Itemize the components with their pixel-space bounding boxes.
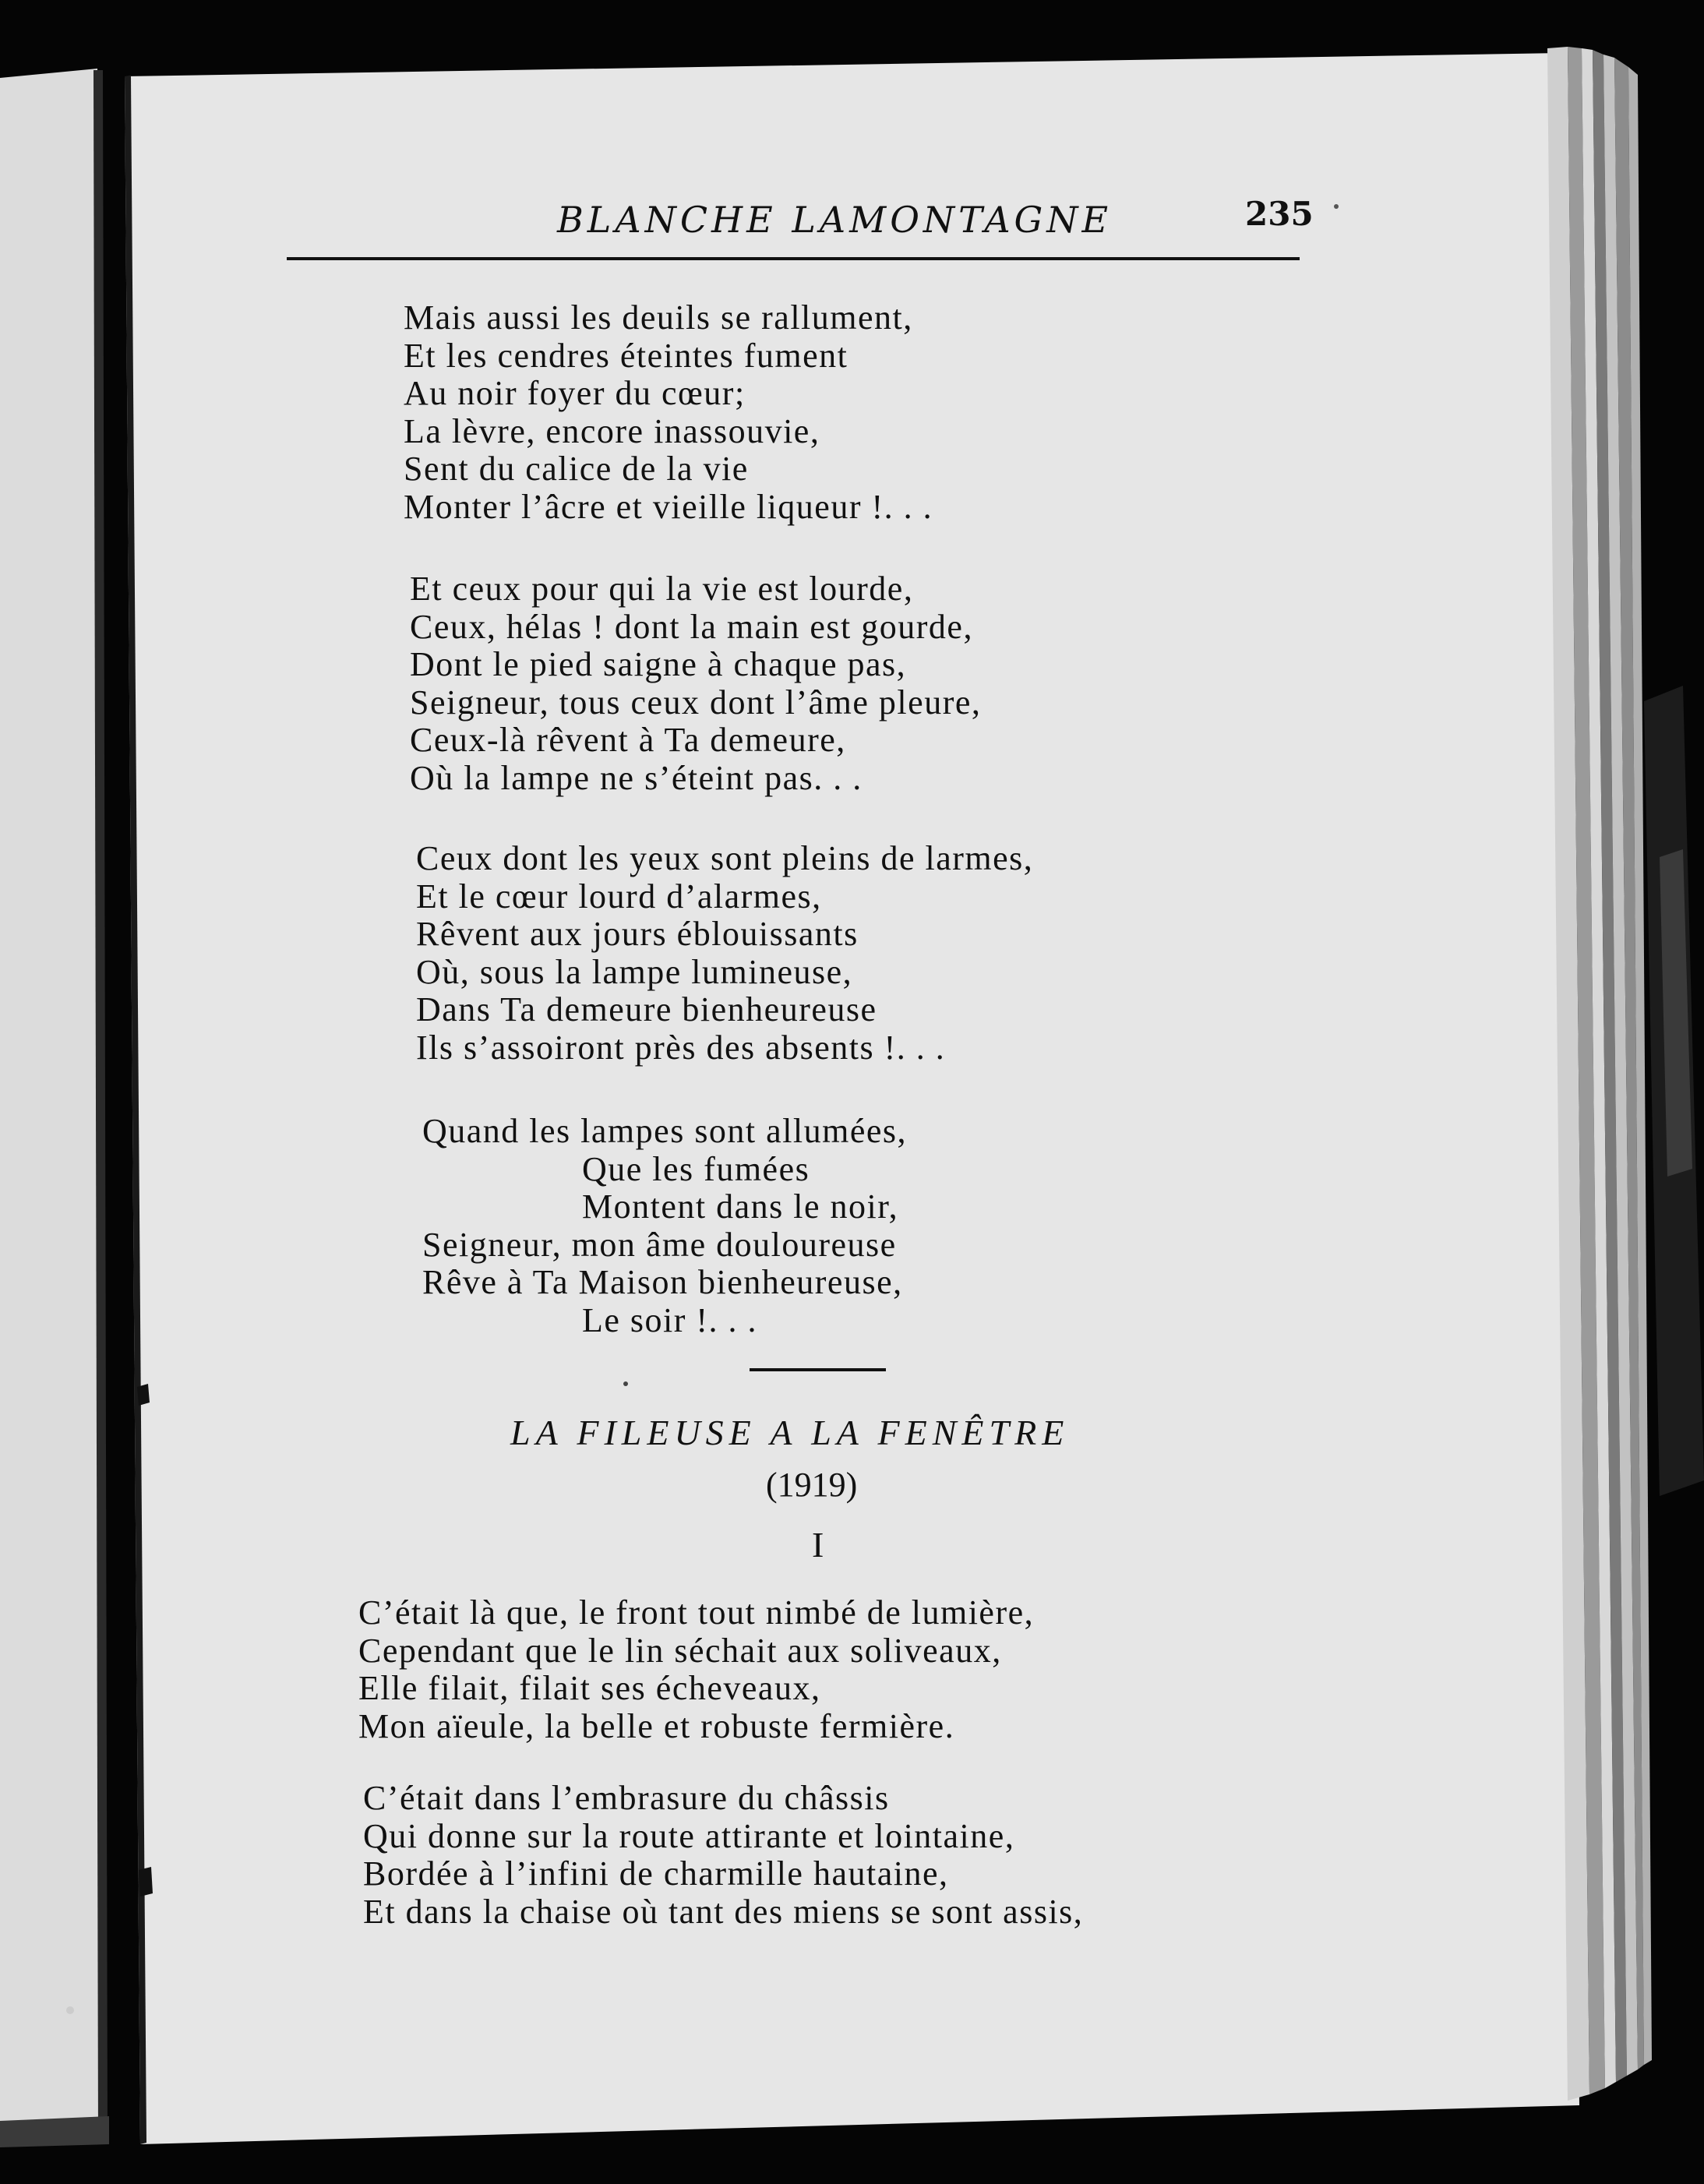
stanza-4 [422, 1113, 907, 1339]
stanza-3 [416, 840, 1033, 1067]
poem-part-number: I [812, 1525, 824, 1565]
poem-line: Qui donne sur la route attirante et lointaine, [363, 1816, 1015, 1855]
poem-line-indented: Le soir !. . . [582, 1300, 758, 1339]
poem-title: LA FILEUSE A LA FENÊTRE [510, 1413, 1070, 1452]
poem-line-indented: Montent dans le noir, [582, 1187, 899, 1226]
stanza-1 [404, 299, 933, 526]
section-divider [750, 1368, 886, 1371]
poem-line: C’était dans l’embrasure du châssis [363, 1779, 890, 1817]
poem-line: Ceux dont les yeux sont pleins de larmes, [416, 839, 1034, 877]
poem-line: Ceux, hélas ! dont la main est gourde, [410, 607, 973, 646]
stanza-2 [410, 570, 981, 797]
header-rule [287, 257, 1300, 260]
poem-line-indented: Que les fumées [582, 1149, 810, 1188]
poem-line: Où la lampe ne s’éteint pas. . . [410, 758, 863, 797]
poem-line: Dans Ta demeure bienheureuse [416, 990, 877, 1028]
poem-line: Seigneur, mon âme douloureuse [422, 1225, 897, 1264]
poem-line: Mon aïeule, la belle et robuste fermière. [358, 1706, 955, 1745]
poem-year: (1919) [766, 1466, 858, 1504]
poem-line: Quand les lampes sont allumées, [422, 1112, 908, 1150]
poem-line: Monter l’âcre et vieille liqueur !. . . [404, 487, 933, 526]
poem-line: Cependant que le lin séchait aux soliveaux, [358, 1631, 1002, 1670]
poem-line: Ils s’assoiront près des absents !. . . [416, 1028, 946, 1067]
stanza-5 [358, 1594, 1034, 1745]
poem-line: Sent du calice de la vie [404, 450, 749, 488]
poem-line: Mais aussi les deuils se rallument, [404, 298, 913, 337]
poem-line: Où, sous la lampe lumineuse, [416, 952, 853, 991]
poem-line: Bordée à l’infini de charmille hautaine, [363, 1854, 949, 1893]
poem-line: Ceux-là rêvent à Ta demeure, [410, 721, 846, 759]
poem-line: Et ceux pour qui la vie est lourde, [410, 570, 914, 608]
poem-line: C’était là que, le front tout nimbé de lumière, [358, 1593, 1035, 1632]
poem-line: Et dans la chaise où tant des miens se sont assis, [363, 1892, 1084, 1931]
poem-line: Dont le pied saigne à chaque pas, [410, 645, 907, 683]
poem-line: Au noir foyer du cœur; [404, 374, 746, 412]
stanza-6 [363, 1780, 1083, 1931]
poem-line: Rêvent aux jours éblouissants [416, 915, 859, 953]
poem-line: Seigneur, tous ceux dont l’âme pleure, [410, 683, 982, 722]
poem-line: Elle filait, filait ses écheveaux, [358, 1669, 821, 1707]
poem-line: Et les cendres éteintes fument [404, 336, 848, 375]
running-head: BLANCHE LAMONTAGNE [557, 199, 1113, 241]
page-number: 235 [1245, 195, 1314, 233]
poem-line: La lèvre, encore inassouvie, [404, 411, 820, 450]
poem-line: Et le cœur lourd d’alarmes, [416, 877, 822, 916]
poem-line: Rêve à Ta Maison bienheureuse, [422, 1263, 903, 1301]
